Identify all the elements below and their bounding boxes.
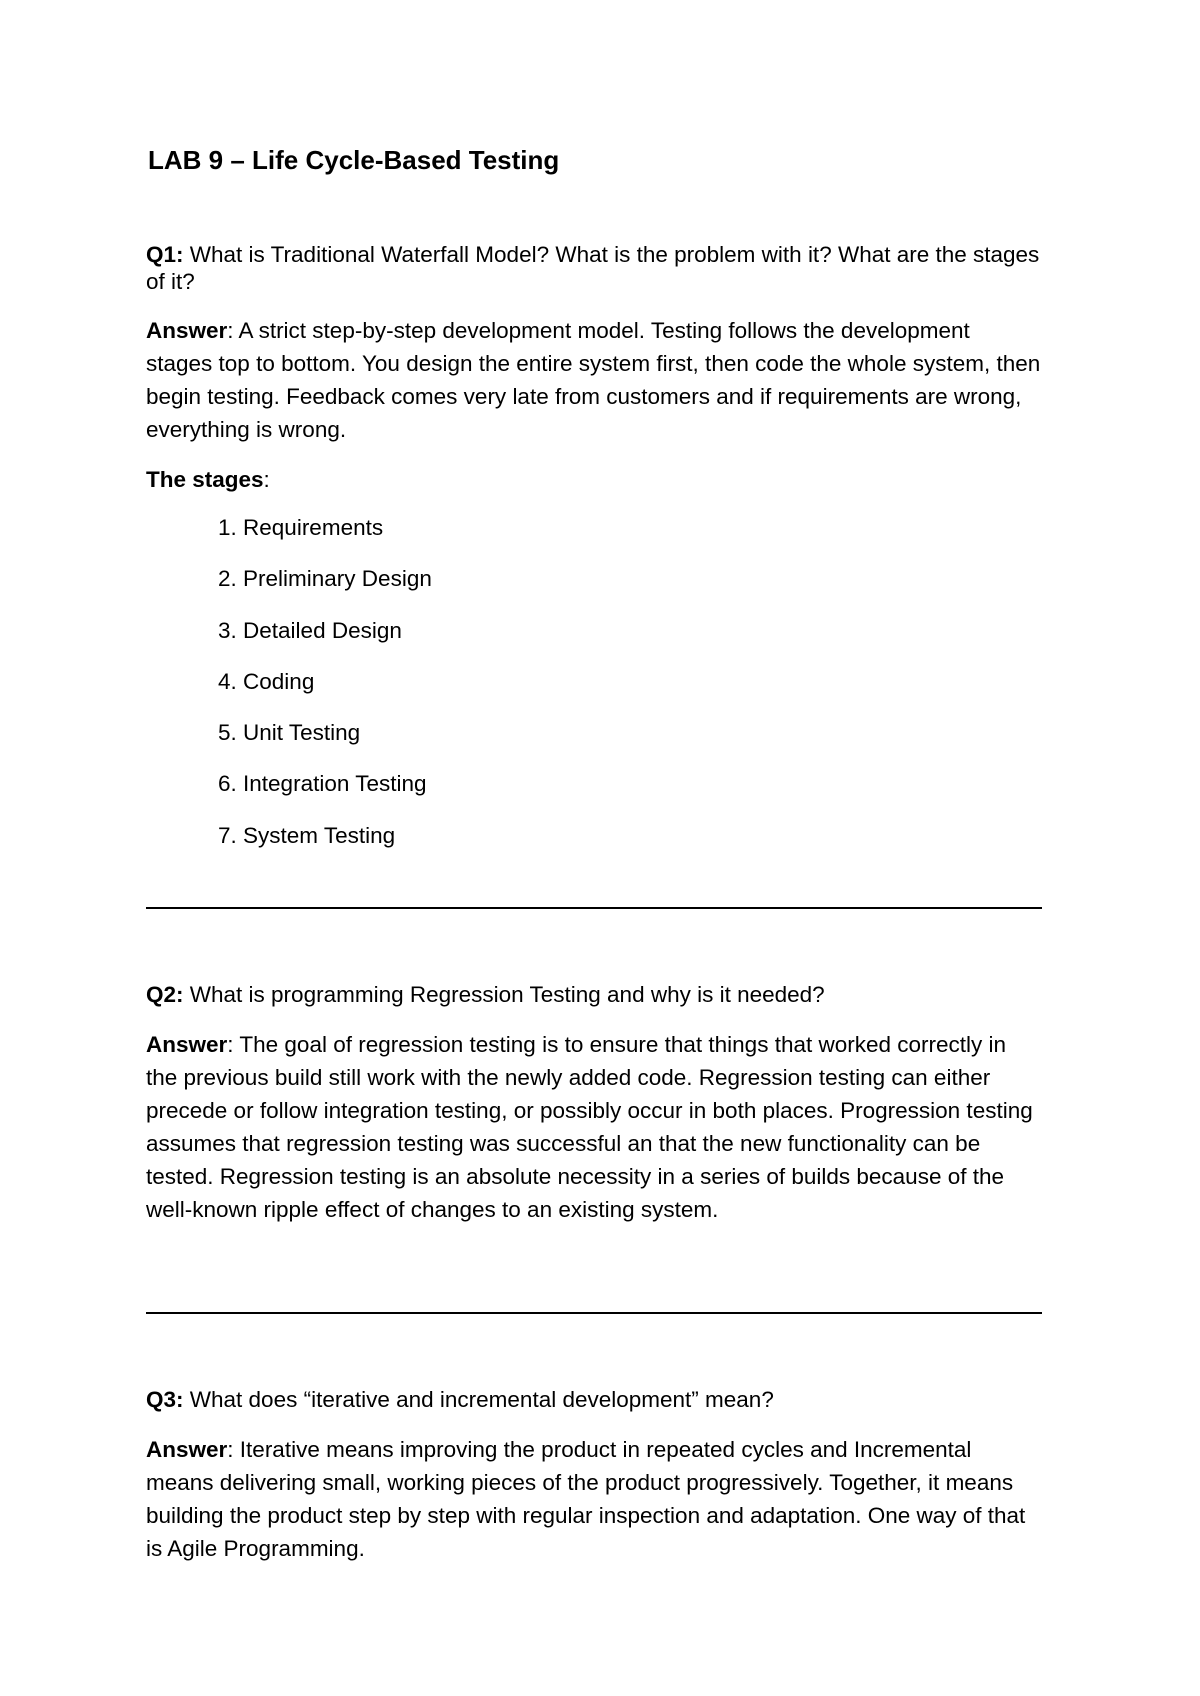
question-2 [146,981,1042,1008]
stage-list [218,513,432,872]
answer-3-label: Answer [146,1437,228,1462]
divider-1 [146,907,1042,909]
divider-2 [146,1312,1042,1314]
question-3-text: What does “iterative and incremental development” mean? [189,1387,774,1412]
answer-2: Answer: The goal of regression testing is to ensure that things that worked correctly in the previous build still work with the newly added code. Regression testing can either precede or follow integration testing, or possibly occur in both places. Progression testing assumes that regression testing was successful an that the new functionality can be tested. Regression testing is an absolute necessity in a series of builds because of the well-known ripple effect of changes to an existing system. [146,1032,1033,1222]
answer-3-text: Iterative means improving the product in repeated cycles and Incremental means delivering small, working pieces of the product progressively. Together, it means building the product step by step with regular inspection and adaptation. One way of that is Agile Programming. [146,1437,1026,1561]
question-2-text: What is programming Regression Testing and why is it needed? [189,982,825,1007]
list-item: 3. Detailed Design [218,617,402,643]
page-title: LAB 9 – Life Cycle-Based Testing [148,145,560,175]
answer-1: Answer: A strict step-by-step development model. Testing follows the development stages top to bottom. You design the entire system first, then code the whole system, then begin testing. Feedback comes very late from customers and if requirements are wrong, everything is wrong. [146,318,1041,442]
question-1-text: What is Traditional Waterfall Model? What is the problem with it? What are the stages of it? [146,242,1040,294]
answer-1-label: Answer [146,318,228,343]
list-item: 2. Preliminary Design [218,566,432,592]
question-1 [146,241,1042,295]
question-2-label: Q2: [146,982,184,1007]
list-item: 5. Unit Testing [218,720,361,746]
question-1-label: Q1: [146,242,184,267]
stages-label: The stages [146,467,264,492]
answer-3: Answer: Iterative means improving the product in repeated cycles and Incremental means delivering small, working pieces of the product progressively. Together, it means building the product step by step with regular inspection and adaptation. One way of that is Agile Programming. [146,1437,1026,1561]
answer-2-label: Answer [146,1032,228,1057]
question-3-label: Q3: [146,1387,184,1412]
list-item: 6. Integration Testing [218,771,427,797]
list-item: 4. Coding [218,668,315,694]
stages-heading: The stages: [146,467,270,492]
answer-1-text: A strict step-by-step development model. Testing follows the development stages top to bottom. You design the entire system first, then code the whole system, then begin testing. Feedback comes very late from customers and if requirements are wrong, everything is wrong. [146,318,1041,442]
answer-2-text: The goal of regression testing is to ensure that things that worked correctly in the previous build still work with the newly added code. Regression testing can either precede or follow integration testing, or possibly occur in both places. Progression testing assumes that regression testing was successful an that the new functionality can be tested. Regression testing is an absolute necessity in a series of builds because of the well-known ripple effect of changes to an existing system. [146,1032,1033,1222]
list-item: 7. System Testing [218,822,396,848]
question-3 [146,1386,1042,1413]
list-item: 1. Requirements [218,515,384,540]
